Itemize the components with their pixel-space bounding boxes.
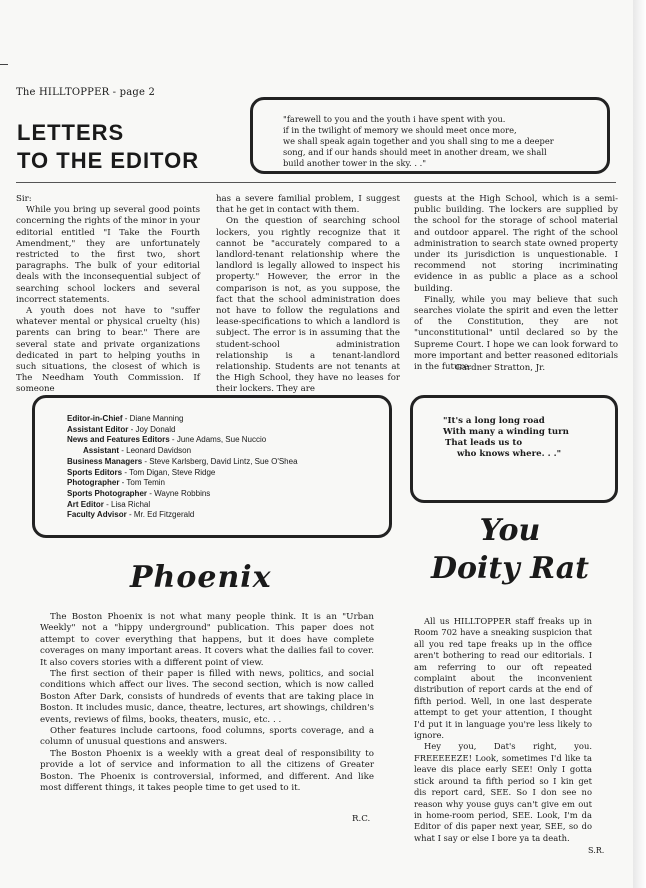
staff-role: Sports Editors <box>67 467 123 477</box>
quote-line: we shall speak again together and you shall sing to me a deeper <box>283 136 554 146</box>
staff-name: Tom Temin <box>126 478 165 488</box>
quote-line: build another tower in the sky. . ." <box>283 158 427 168</box>
letter-signature: Gardner Stratton, Jr. <box>455 363 546 373</box>
quote-line: That leads us to <box>445 438 523 448</box>
article-paragraph: All us HILLTOPPER staff freaks up in Room 702 have a sneaking suspicion that all you red tape freaks up in the office aren't bothering to read our editorials. I am referring to our oft repeated complaint about the inconvenient distribution of report cards at the end of fifth period. Well, in one last desperate attempt to get your attention, I thought I'd put it in language you're less likely to ignore. <box>414 616 592 741</box>
article-paragraph: Hey you, Dat's right, you. FREEEEEZE! Look, sometimes I'd like ta leave dis place early SEE! Only I gotta stick around ta fifth period so I kin get dis report card, SEE. So I don see no reason why youse guys can't give em out in home-room period, SEE. Look, I'm da Editor of dis paper next year, SEE, so do what I say or else I bore ya ta death. <box>414 741 592 843</box>
rat-article <box>414 616 592 844</box>
quote-line: "It's a long long road <box>443 416 545 426</box>
quote-line: if in the twilight of memory we should meet once more, <box>283 125 517 135</box>
staff-name: Lisa Richal <box>111 499 151 509</box>
staff-row: Art Editor - Lisa Richal <box>67 499 151 509</box>
letter-column-1 <box>16 194 200 396</box>
staff-row: Photographer - Tom Temin <box>67 478 165 488</box>
quote-line: "farewell to you and the youth i have spent with you. <box>283 114 506 124</box>
title-line-1: LETTERS <box>17 120 125 145</box>
section-title <box>17 119 199 175</box>
rat-initials: S.R. <box>588 846 605 855</box>
phoenix-headline: Phoenix <box>130 560 272 595</box>
rat-headline-line-1: You <box>479 513 541 548</box>
page-header: The HILLTOPPER - page 2 <box>16 87 156 98</box>
quote-line: song, and if our hands should meet in another dream, we shall <box>283 147 547 157</box>
rat-headline <box>425 512 595 588</box>
article-paragraph: The Boston Phoenix is a weekly with a great deal of responsibility to provide a lot of service and information to all the citizens of Greater Boston. The Phoenix is controversial, informed, and different. And like most different things, it takes people time to get used to it. <box>40 748 374 794</box>
staff-role: Business Managers <box>67 456 143 466</box>
quote-line: With many a winding turn <box>443 427 569 437</box>
scan-mark <box>0 64 8 65</box>
section-divider <box>16 182 616 183</box>
article-paragraph: The first section of their paper is filled with news, politics, and social conditions which affect our lives. The second section, which is now called Boston After Dark, consists of hundreds of events that are taking place in Boston. It includes music, dance, theatre, lectures, art showings, children's events, reviews of films, books, theaters, music, etc. . . <box>40 669 374 725</box>
staff-box <box>32 395 392 538</box>
staff-role: Assistant Editor <box>67 424 129 434</box>
rat-headline-line-2: Doity Rat <box>430 551 590 586</box>
phoenix-article <box>40 612 374 795</box>
staff-row: Sports Editors - Tom Digan, Steve Ridge <box>67 467 216 477</box>
staff-row: Sports Photographer - Wayne Robbins <box>67 488 211 498</box>
article-paragraph: The Boston Phoenix is not what many people think. It is an "Urban Weekly" not a "hippy underground" publication. This paper does not attempt to cover everything that happens, but it does have complete coverages on many important areas. It covers what the dailies fail to cover. It also covers stories with a different point of view. <box>40 612 374 668</box>
letter-paragraph: Finally, while you may believe that such searches violate the spirit and even the letter of the Constitution, they are not "unconstitutional" until declared so by the Supreme Court. I hope we can look forward to more important and better reasoned editorials in the future. <box>414 294 618 373</box>
staff-row: Editor-in-Chief - Diane Manning <box>67 414 184 423</box>
article-paragraph: Other features include cartoons, food columns, sports coverage, and a column of unusual questions and answers. <box>40 726 374 748</box>
staff-row: Assistant Editor - Joy Donald <box>67 424 176 434</box>
quote-line: who knows where. . ." <box>457 449 562 459</box>
staff-name: Wayne Robbins <box>154 488 211 498</box>
staff-name: Leonard Davidson <box>126 446 192 456</box>
staff-role: Photographer <box>67 478 120 488</box>
road-quote-box <box>410 395 618 503</box>
letter-paragraph: A youth does not have to "suffer whatever mental or physical cruelty (his) parents can bring to bear." There are several state and private organizations dedicated in part to helping youths in such situations, the closest of which is The Needham Youth Commission. If someone <box>16 306 200 395</box>
staff-name: Tom Digan, Steve Ridge <box>129 467 216 477</box>
staff-name: June Adams, Sue Nuccio <box>176 435 267 445</box>
staff-name: Joy Donald <box>135 424 176 434</box>
letter-paragraph: guests at the High School, which is a semi-public building. The lockers are supplied by the school for the storage of school material and outdoor apparel. The right of the school administration to search state owned property under its jurisdiction is unquestionable. I recommend not storing incriminating evidence in as public a place as a school building. <box>414 194 618 294</box>
staff-role: Sports Photographer <box>67 488 148 498</box>
letter-column-3 <box>414 194 618 373</box>
letter-paragraph: On the question of searching school lockers, you rightly recognize that it cannot be "accurately compared to a landlord-tenant relationship where the landlord is legally allowed to inspect his property." However, the error in the comparison is not, as you suppose, the fact that the school administration does not have to follow the regulations and lease-specifications to which a landlord is subject. The error is in assuming that the student-school administration relationship is a tenant-landlord relationship. Students are not tenants at the High School, they have no leases for their lockers. They are <box>216 216 400 395</box>
letter-paragraph: has a severe familial problem, I suggest that he get in contact with them. <box>216 194 400 216</box>
staff-row: News and Features Editors - June Adams, Sue Nuccio <box>67 435 267 445</box>
letter-salutation: Sir: <box>16 194 32 204</box>
staff-role: Assistant <box>83 446 120 456</box>
staff-role: Art Editor <box>67 499 104 509</box>
farewell-quote-box <box>250 97 610 174</box>
letter-paragraph: While you bring up several good points concerning the rights of the minor in your editorial entitled "I Take the Fourth Amendment," they are unfortunately restricted to the first two, short paragraphs. The bulk of your editorial deals with the inconsequential subject of searching school lockers and several incorrect statements. <box>16 205 200 305</box>
staff-role: Editor-in-Chief <box>67 414 123 423</box>
phoenix-initials: R.C. <box>352 814 371 824</box>
staff-name: Steve Karlsberg, David Lintz, Sue O'Shea <box>149 456 298 466</box>
page-edge <box>633 0 646 888</box>
staff-role: News and Features Editors <box>67 435 170 445</box>
staff-row: Business Managers - Steve Karlsberg, David Lintz, Sue O'Shea <box>67 456 298 466</box>
staff-name: Diane Manning <box>129 414 184 423</box>
staff-row: Faculty Advisor - Mr. Ed Fitzgerald <box>67 510 195 520</box>
letter-column-2 <box>216 194 400 396</box>
staff-name: Mr. Ed Fitzgerald <box>133 510 195 520</box>
staff-row: Assistant - Leonard Davidson <box>83 446 192 456</box>
title-line-2: TO THE EDITOR <box>17 148 200 173</box>
staff-role: Faculty Advisor <box>67 510 127 520</box>
